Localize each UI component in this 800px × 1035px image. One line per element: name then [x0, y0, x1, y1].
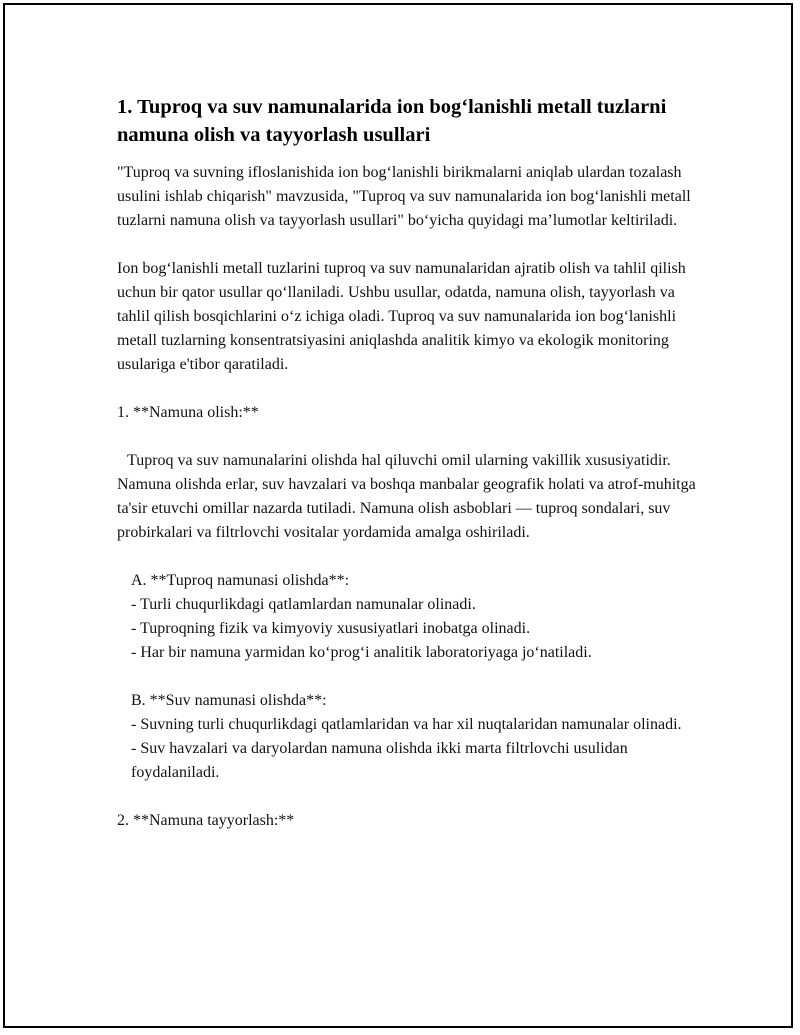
section1-paragraph-text: Tuproq va suv namunalarini olishda hal qiluvchi omil ularning vakillik xususiyatidir. Namuna olishda erlar, suv havzalari va boshqa manbalar geografik holati va atrof-muhitga ta'sir etuvchi omillar nazarda tutiladi. Namuna olish asboblari — tuproq sondalari, suv probirkalari va filtrlovchi vositalar yordamida amalga oshiriladi.	[117, 452, 696, 541]
overview-paragraph: Ion bog‘lanishli metall tuzlarini tuproq va suv namunalaridan ajratib olish va tahlil qilish uchun bir qator usullar qo‘llaniladi. Ushbu usullar, odatda, namuna olish, tayyorlash va tahlil qilish bosqichlarini o‘z ichiga oladi. Tuproq va suv namunalarida ion bog‘lanishli metall tuzlarning konsentratsiyasini aniqlashda analitik kimyo va ekologik monitoring usulariga e'tibor qaratiladi.	[117, 260, 686, 373]
spacer	[117, 785, 697, 809]
subsection-b-item	[117, 713, 697, 737]
subsection-a-item: - Tuproqning fizik va kimyoviy xususiyatlari inobatga olinadi.	[131, 620, 531, 637]
section1-paragraph	[117, 449, 697, 545]
section2-heading: 2. **Namuna tayyorlash:**	[117, 812, 295, 829]
spacer	[117, 377, 697, 401]
intro-paragraph: "Tuproq va suvning ifloslanishida ion bog‘lanishli birikmalarni aniqlab ulardan tozalash usulini ishlab chiqarish" mavzusida, "Tuproq va suv namunalarida ion bog‘lanishli metall tuzlarni namuna olish va tayyorlash usullari" bo‘yicha quyidagi ma’lumotlar keltiriladi.	[117, 164, 691, 229]
subsection-b-heading: B. **Suv namunasi olishda**:	[131, 692, 327, 709]
spacer	[117, 665, 697, 689]
subsection-b-item-text: - Suvning turli chuqurlikdagi qatlamlaridan va har xil nuqtalaridan namunalar olinadi.	[131, 716, 682, 733]
subsection-a-item: - Turli chuqurlikdagi qatlamlardan namunalar olinadi.	[131, 596, 476, 613]
subsection-b-item-text: - Suv havzalari va daryolardan namuna olishda ikki marta filtrlovchi usulidan foydalaniladi.	[131, 740, 628, 781]
spacer	[117, 233, 697, 257]
subsection-a-heading: A. **Tuproq namunasi olishda**:	[131, 572, 350, 589]
subsection-a-item: - Har bir namuna yarmidan ko‘prog‘i analitik laboratoriyaga jo‘natiladi.	[131, 644, 592, 661]
document-title: 1. Tuproq va suv namunalarida ion bog‘lanishli metall tuzlarni namuna olish va tayyorlash usullari	[117, 96, 667, 146]
subsection-b-item	[117, 737, 697, 785]
spacer	[117, 545, 697, 569]
document-body	[117, 93, 697, 833]
spacer	[117, 425, 697, 449]
section1-heading: 1. **Namuna olish:**	[117, 404, 259, 421]
